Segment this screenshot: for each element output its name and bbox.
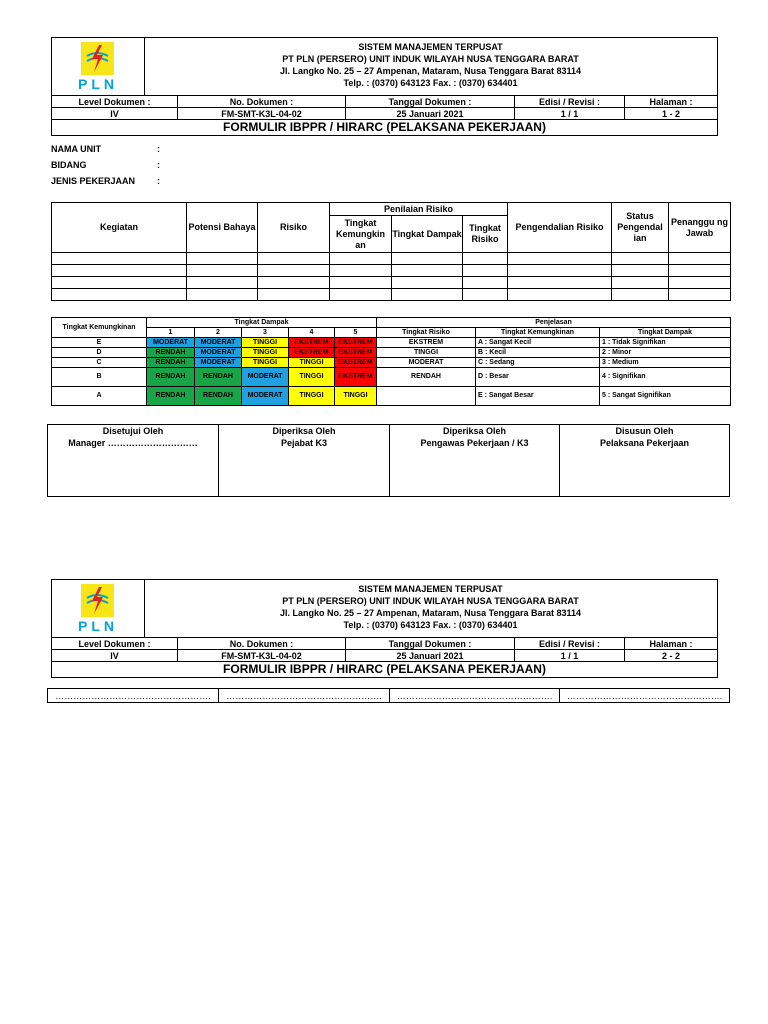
matrix-cell: EKSTREM bbox=[289, 338, 335, 348]
no-value: FM-SMT-K3L-04-02 bbox=[178, 650, 346, 662]
approval-pelaksana bbox=[560, 425, 730, 497]
risiko-header: Risiko bbox=[258, 203, 330, 253]
table-row bbox=[52, 265, 731, 277]
tingkat-kemungkinan-label: Tingkat Kemungkinan bbox=[52, 318, 147, 338]
company-line2: PT PLN (PERSERO) UNIT INDUK WILAYAH NUSA TENGGARA BARAT bbox=[282, 596, 579, 606]
matrix-cell: RENDAH bbox=[147, 387, 195, 406]
tanggal-label: Tanggal Dokumen : bbox=[346, 96, 515, 108]
header-top bbox=[51, 37, 718, 95]
approval-pejabat bbox=[219, 425, 390, 497]
row-label-c: C bbox=[52, 358, 147, 368]
bidang-row bbox=[51, 160, 160, 176]
matrix-cell: RENDAH bbox=[195, 368, 242, 387]
form-title: FORMULIR IBPPR / HIRARC (PELAKSANA PEKERJAAN) bbox=[51, 662, 718, 678]
matrix-cell: MODERAT bbox=[195, 358, 242, 368]
company-line4: Telp. : (0370) 643123 Fax. : (0370) 634401 bbox=[343, 620, 518, 630]
pengendalian-header: Pengendalian Risiko bbox=[508, 203, 612, 253]
pj-header-kemungkinan: Tingkat Kemungkinan bbox=[476, 328, 600, 338]
tingkat-risiko-header: Tingkat Risiko bbox=[463, 216, 508, 253]
matrix-cell: MODERAT bbox=[195, 338, 242, 348]
col-2: 2 bbox=[195, 328, 242, 338]
penanggung-header: Penanggu ng Jawab bbox=[669, 203, 731, 253]
approval-pengawas bbox=[390, 425, 560, 497]
pj-dampak: 3 : Medium bbox=[600, 358, 731, 368]
penilaian-header: Penilaian Risiko bbox=[330, 203, 508, 216]
level-label: Level Dokumen : bbox=[52, 638, 178, 650]
level-label: Level Dokumen : bbox=[52, 96, 178, 108]
pejabat-label: Pejabat K3 bbox=[280, 438, 328, 448]
document-meta bbox=[51, 637, 718, 662]
pj-kemungkinan: E : Sangat Besar bbox=[476, 387, 600, 406]
logo-text: PLN bbox=[78, 76, 118, 92]
pj-kemungkinan: D : Besar bbox=[476, 368, 600, 387]
matrix-cell: RENDAH bbox=[147, 358, 195, 368]
header-top bbox=[51, 579, 718, 637]
halaman-value: 2 - 2 bbox=[625, 650, 718, 662]
matrix-cell: RENDAH bbox=[147, 368, 195, 387]
company-line4: Telp. : (0370) 643123 Fax. : (0370) 634401 bbox=[343, 78, 518, 88]
matrix-cell: TINGGI bbox=[289, 387, 335, 406]
matrix-cell: TINGGI bbox=[242, 348, 289, 358]
diperiksa-label: Diperiksa Oleh bbox=[272, 426, 336, 436]
signature-line: ……………………………………………. bbox=[48, 689, 219, 703]
bidang-label: BIDANG bbox=[51, 160, 87, 170]
row-label-e: E bbox=[52, 338, 147, 348]
halaman-label: Halaman : bbox=[625, 96, 718, 108]
pj-risiko bbox=[377, 387, 476, 406]
risk-table bbox=[51, 202, 731, 301]
jenis-label: JENIS PEKERJAAN bbox=[51, 176, 136, 186]
disusun-label: Disusun Oleh bbox=[615, 426, 674, 436]
matrix-cell: TINGGI bbox=[242, 358, 289, 368]
colon: : bbox=[157, 176, 160, 186]
pj-kemungkinan: B : Kecil bbox=[476, 348, 600, 358]
company-line1: SISTEM MANAJEMEN TERPUSAT bbox=[358, 42, 503, 52]
jenis-row bbox=[51, 176, 160, 192]
matrix-cell: RENDAH bbox=[147, 348, 195, 358]
row-label-b: B bbox=[52, 368, 147, 387]
matrix-cell: EKSTREM bbox=[335, 358, 377, 368]
matrix-cell: TINGGI bbox=[289, 358, 335, 368]
pj-kemungkinan: A : Sangat Kecil bbox=[476, 338, 600, 348]
tanggal-value: 25 Januari 2021 bbox=[346, 650, 515, 662]
row-label-a: A bbox=[52, 387, 147, 406]
colon: : bbox=[157, 160, 160, 170]
signature-row bbox=[47, 688, 730, 703]
page1-header bbox=[51, 37, 718, 136]
pelaksana-label: Pelaksana Pekerjaan bbox=[599, 438, 690, 448]
company-line2: PT PLN (PERSERO) UNIT INDUK WILAYAH NUSA TENGGARA BARAT bbox=[282, 54, 579, 64]
pj-header-dampak: Tingkat Dampak bbox=[600, 328, 731, 338]
tanggal-label: Tanggal Dokumen : bbox=[346, 638, 515, 650]
col-1: 1 bbox=[147, 328, 195, 338]
diperiksa-label: Diperiksa Oleh bbox=[442, 426, 507, 436]
signature-line: ……………………………………………. bbox=[390, 689, 560, 703]
table-row bbox=[52, 289, 731, 301]
pengawas-label: Pengawas Pekerjaan / K3 bbox=[420, 438, 529, 448]
edisi-value: 1 / 1 bbox=[515, 650, 625, 662]
info-fields bbox=[51, 144, 160, 192]
matrix-cell: RENDAH bbox=[195, 387, 242, 406]
document-meta bbox=[51, 95, 718, 120]
tanggal-value: 25 Januari 2021 bbox=[346, 108, 515, 120]
approval-table bbox=[47, 424, 730, 497]
matrix-cell: TINGGI bbox=[289, 368, 335, 387]
table-row bbox=[52, 277, 731, 289]
halaman-value: 1 - 2 bbox=[625, 108, 718, 120]
company-info bbox=[144, 38, 717, 95]
pj-dampak: 2 : Minor bbox=[600, 348, 731, 358]
halaman-label: Halaman : bbox=[625, 638, 718, 650]
nama-unit-row bbox=[51, 144, 160, 160]
level-value: IV bbox=[52, 650, 178, 662]
potensi-header: Potensi Bahaya bbox=[187, 203, 258, 253]
edisi-label: Edisi / Revisi : bbox=[515, 96, 625, 108]
matrix-cell: EKSTREM bbox=[335, 368, 377, 387]
pln-logo bbox=[52, 580, 145, 637]
tingkat-kemungkinan-header: Tingkat Kemungkin an bbox=[330, 216, 392, 253]
matrix-cell: TINGGI bbox=[335, 387, 377, 406]
logo-box bbox=[81, 584, 114, 617]
nama-unit-label: NAMA UNIT bbox=[51, 144, 102, 154]
matrix-cell: MODERAT bbox=[242, 368, 289, 387]
approval-disetujui bbox=[48, 425, 219, 497]
table-row bbox=[52, 253, 731, 265]
matrix-cell: EKSTREM bbox=[289, 348, 335, 358]
matrix-cell: EKSTREM bbox=[335, 348, 377, 358]
edisi-value: 1 / 1 bbox=[515, 108, 625, 120]
pj-risiko: MODERAT bbox=[377, 358, 476, 368]
matrix-cell: TINGGI bbox=[242, 338, 289, 348]
level-value: IV bbox=[52, 108, 178, 120]
edisi-label: Edisi / Revisi : bbox=[515, 638, 625, 650]
kegiatan-header: Kegiatan bbox=[52, 203, 187, 253]
matrix-cell: MODERAT bbox=[242, 387, 289, 406]
matrix-cell: MODERAT bbox=[147, 338, 195, 348]
penjelasan-label: Penjelasan bbox=[377, 318, 731, 328]
company-line1: SISTEM MANAJEMEN TERPUSAT bbox=[358, 584, 503, 594]
pj-dampak: 5 : Sangat Signifikan bbox=[600, 387, 731, 406]
pln-logo bbox=[52, 38, 145, 95]
risk-matrix bbox=[51, 317, 731, 406]
col-4: 4 bbox=[289, 328, 335, 338]
logo-text: PLN bbox=[78, 618, 118, 634]
no-value: FM-SMT-K3L-04-02 bbox=[178, 108, 346, 120]
signature-line: ……………………………………………. bbox=[219, 689, 390, 703]
matrix-cell: MODERAT bbox=[195, 348, 242, 358]
signature-line: ……………………………………………. bbox=[560, 689, 730, 703]
pj-risiko: EKSTREM bbox=[377, 338, 476, 348]
pj-risiko: TINGGI bbox=[377, 348, 476, 358]
colon: : bbox=[157, 144, 160, 154]
company-info bbox=[144, 580, 717, 637]
manager-label: Manager ………………………… bbox=[68, 438, 198, 448]
row-label-d: D bbox=[52, 348, 147, 358]
pj-dampak: 4 : Signifikan bbox=[600, 368, 731, 387]
lightning-icon bbox=[81, 584, 114, 617]
lightning-icon bbox=[81, 42, 114, 75]
pj-risiko: RENDAH bbox=[377, 368, 476, 387]
disetujui-label: Disetujui Oleh bbox=[102, 426, 164, 436]
col-3: 3 bbox=[242, 328, 289, 338]
logo-box bbox=[81, 42, 114, 75]
matrix-cell: EKSTREM bbox=[335, 338, 377, 348]
company-line3: Jl. Langko No. 25 – 27 Ampenan, Mataram, Nusa Tenggara Barat 83114 bbox=[279, 608, 582, 618]
col-5: 5 bbox=[335, 328, 377, 338]
pj-header-risiko: Tingkat Risiko bbox=[377, 328, 476, 338]
company-line3: Jl. Langko No. 25 – 27 Ampenan, Mataram, Nusa Tenggara Barat 83114 bbox=[279, 66, 582, 76]
no-label: No. Dokumen : bbox=[178, 638, 346, 650]
tingkat-dampak-label: Tingkat Dampak bbox=[147, 318, 377, 328]
status-header: Status Pengendal ian bbox=[612, 203, 669, 253]
tingkat-dampak-header: Tingkat Dampak bbox=[392, 216, 463, 253]
no-label: No. Dokumen : bbox=[178, 96, 346, 108]
pj-kemungkinan: C : Sedang bbox=[476, 358, 600, 368]
pj-dampak: 1 : Tidak Signifikan bbox=[600, 338, 731, 348]
page2-header bbox=[51, 579, 718, 678]
form-title: FORMULIR IBPPR / HIRARC (PELAKSANA PEKERJAAN) bbox=[51, 120, 718, 136]
